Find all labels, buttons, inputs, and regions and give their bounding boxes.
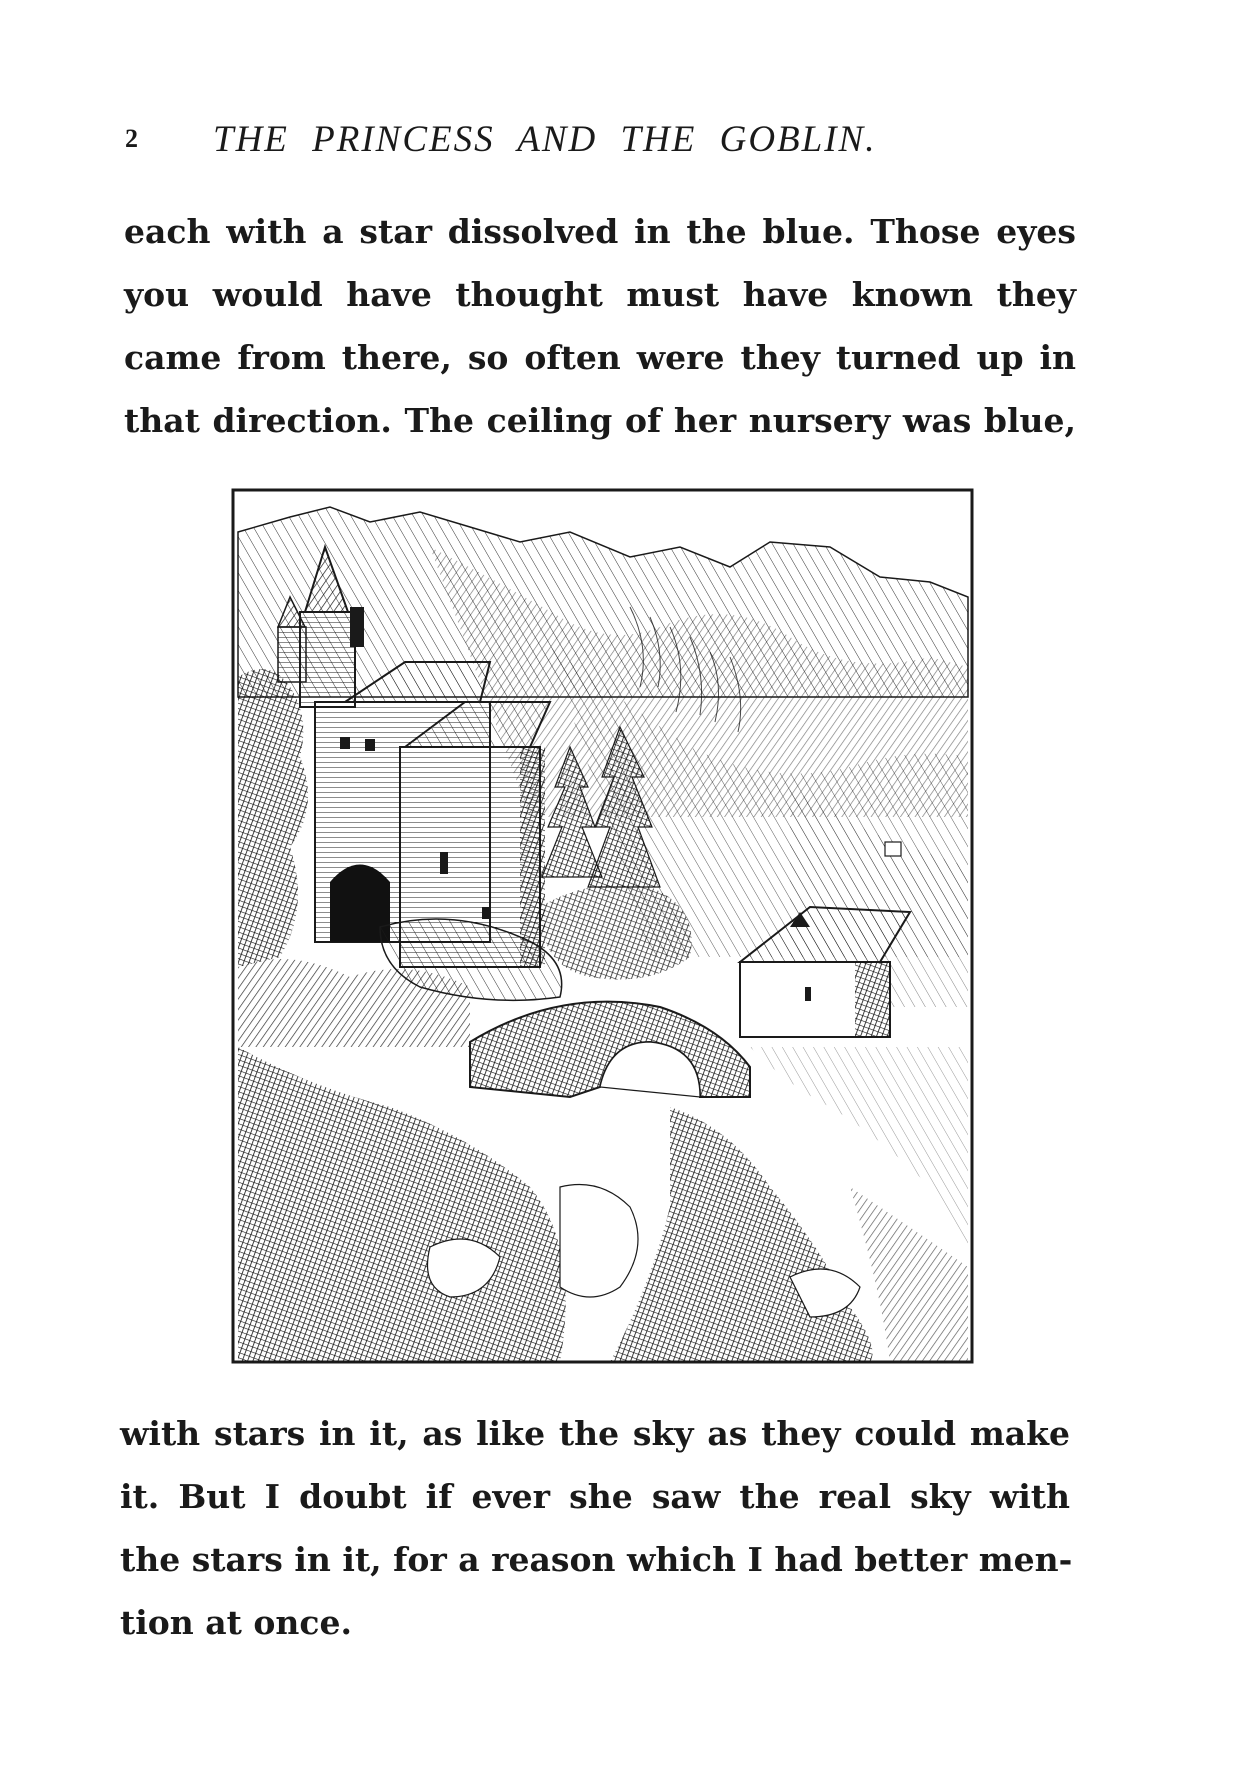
running-head (125, 118, 985, 168)
text-line: the stars in it, for a reason which I had better men- (120, 1540, 1073, 1579)
engraving-illustration (230, 487, 975, 1365)
text-line: each with a star dissolved in the blue. Those eyes (124, 212, 1076, 251)
paragraph-bottom (120, 1402, 1073, 1654)
castle-engraving-image (230, 487, 975, 1365)
text-line: you would have thought must have known they (124, 275, 1076, 314)
text-line: that direction. The ceiling of her nursery was blue, (124, 401, 1076, 440)
text-line: tion at once. (120, 1603, 352, 1642)
text-line: came from there, so often were they turned up in (124, 338, 1076, 377)
text-line: with stars in it, as like the sky as they could make (120, 1414, 1070, 1453)
paragraph-top (124, 200, 1076, 452)
running-title: THE PRINCESS AND THE GOBLIN. (213, 119, 877, 160)
text-line: it. But I doubt if ever she saw the real sky with (120, 1477, 1070, 1516)
page-number: 2 (125, 124, 138, 153)
